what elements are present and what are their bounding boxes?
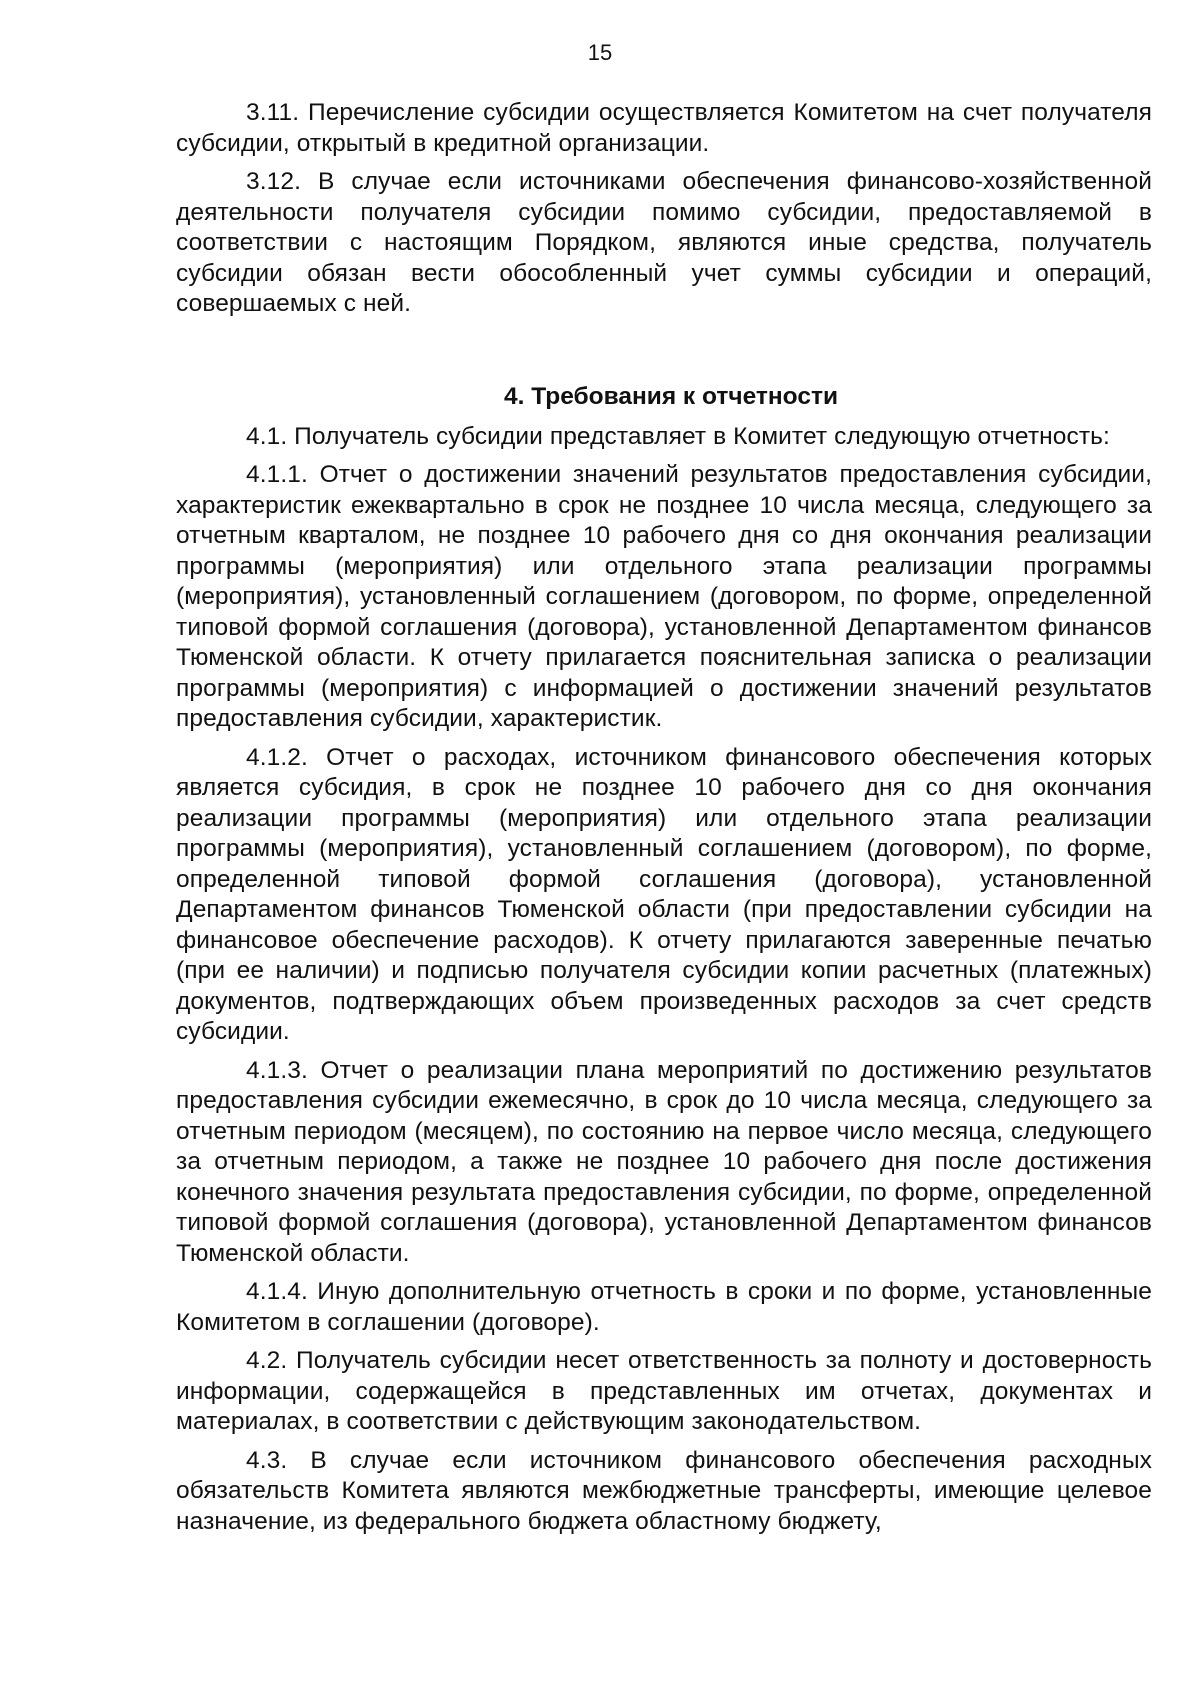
section-title: 4. Требования к отчетности	[503, 382, 839, 410]
paragraph-4-1-1: 4.1.1. Отчет о достижении значений результатов предоставления субсидии, характеристик ежеквартально в срок не позднее 10 числа месяца, следующего за отчетным кварталом, не позднее 10 рабочего дня со дня окончания реализации программы (мероприятия) или отдельного этапа реализации программы (мероприятия), установленный соглашением (договором, по форме, определенной типовой формой соглашения (договора), установленной Департаментом финансов Тюменской области. К отчету прилагается пояснительная записка о реализации программы (мероприятия) с информацией о достижении значений результатов предоставления субсидии, характеристик.	[176, 461, 1152, 732]
paragraph-3-12: 3.12. В случае если источниками обеспечения финансово-хозяйственной деятельности получателя субсидии помимо субсидии, предоставляемой в соответствии с настоящим Порядком, являются иные средства, получатель субсидии обязан вести обособленный учет суммы субсидии и операций, совершаемых с ней.	[176, 168, 1152, 317]
paragraph-4-1: 4.1. Получатель субсидии представляет в Комитет следующую отчетность:	[246, 422, 1110, 450]
paragraph-3-11: 3.11. Перечисление субсидии осуществляется Комитетом на счет получателя субсидии, открытый в кредитной организации.	[176, 99, 1152, 157]
document-body	[176, 98, 1152, 1545]
paragraph-4-1-3: 4.1.3. Отчет о реализации плана мероприятий по достижению результатов предоставления субсидии ежемесячно, в срок до 10 числа месяца, следующего за отчетным периодом (месяцем), по состоянию на первое число месяца, следующего за отчетным периодом, а также не позднее 10 рабочего дня после достижения конечного значения результата предоставления субсидии, по форме, определенной типовой формой соглашения (договора), установленной Департаментом финансов Тюменской области.	[176, 1056, 1152, 1267]
paragraph-4-2: 4.2. Получатель субсидии несет ответственность за полноту и достоверность информации, содержащейся в представленных им отчетах, документах и материалах, в соответствии с действующим законодательством.	[176, 1347, 1152, 1435]
paragraph-4-1-4: 4.1.4. Иную дополнительную отчетность в сроки и по форме, установленные Комитетом в соглашении (договоре).	[176, 1278, 1152, 1336]
paragraph-4-1-2: 4.1.2. Отчет о расходах, источником финансового обеспечения которых является субсидия, в срок не позднее 10 рабочего дня со дня окончания реализации программы (мероприятия) или отдельного этапа реализации программы (мероприятия), установленный соглашением (договором), по форме, определенной типовой формой соглашения (договора), установленной Департаментом финансов Тюменской области (при предоставлении субсидии на финансовое обеспечение расходов). К отчету прилагаются заверенные печатью (при ее наличии) и подписью получателя субсидии копии расчетных (платежных) документов, подтверждающих объем произведенных расходов за счет средств субсидии.	[176, 743, 1152, 1045]
page-number: 15	[587, 40, 613, 65]
paragraph-4-3: 4.3. В случае если источником финансового обеспечения расходных обязательств Комитета являются межбюджетные трансферты, имеющие целевое назначение, из федерального бюджета областному бюджету,	[176, 1446, 1152, 1535]
